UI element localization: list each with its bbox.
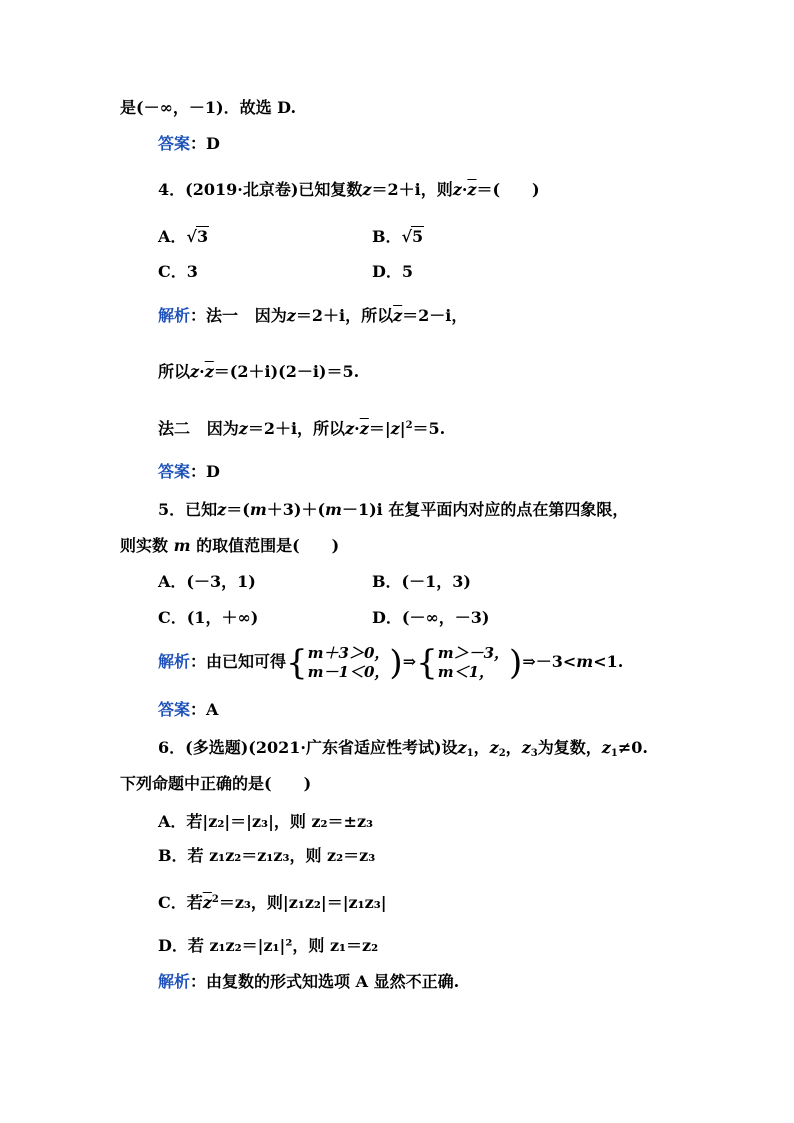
q5-text-d: －1)i 在复平面内对应的点在第四象限， — [341, 500, 629, 519]
method1-line2-text-b: ＝(2＋i)(2－i)＝5. — [213, 362, 360, 381]
option-label: A． — [158, 227, 187, 246]
inequality-system-1 — [308, 644, 390, 682]
q4-stem — [158, 180, 540, 200]
method1-text-c: ＝2－i， — [402, 306, 468, 325]
var-z: z — [345, 419, 355, 438]
q5-option-a: A．(－3，1) — [158, 572, 256, 591]
q5-answer — [158, 700, 218, 720]
q4-option-a — [158, 226, 209, 247]
q6-stem-line2: 下列命题中正确的是( ) — [120, 774, 312, 793]
system2-row1: m＞－3， — [437, 643, 510, 662]
q5-line2-text-b: 的取值范围是( ) — [196, 536, 340, 555]
q4-answer — [158, 462, 220, 482]
answer-label: 答案 — [158, 134, 191, 153]
q5-option-b: B．(－1，3) — [372, 572, 471, 591]
q6-text-a: 6．(多选题)(2021·广东省适应性考试)设 — [158, 738, 458, 757]
prev-solution-tail: 是(－∞，－1)．故选 D. — [120, 98, 297, 117]
q4-option-b — [372, 226, 424, 247]
var-z: z — [521, 738, 531, 757]
method1-label: ：法一 — [190, 306, 239, 325]
subscript: 3 — [530, 748, 538, 759]
method2-text-b: ＝2＋i，所以 — [247, 419, 346, 438]
method1-text-a: 因为 — [254, 306, 287, 325]
sqrt-symbol: √ — [401, 227, 413, 246]
q6-option-d: D．若 z₁z₂＝|z₁|²，则 z₁＝z₂ — [158, 936, 379, 955]
var-z: z — [362, 180, 372, 199]
q6-text-c: ≠0. — [617, 738, 648, 757]
var-z-conjugate: $\overline{z}$ — [393, 306, 403, 325]
answer-value: ：A — [190, 700, 219, 719]
q6-solution — [158, 972, 459, 992]
q4-solution-method1 — [158, 306, 467, 326]
var-m: m — [576, 652, 594, 671]
implies-result: ⇒－3< — [522, 652, 577, 671]
q6-option-a: A．若|z₂|＝|z₃|，则 z₂＝±z₃ — [158, 812, 374, 831]
method2-text-a: 因为 — [206, 419, 239, 438]
q6-text-b: 为复数， — [537, 738, 602, 757]
subscript: 1 — [610, 748, 618, 759]
var-z: z — [452, 180, 462, 199]
var-z: z — [457, 738, 467, 757]
system1-row2: m－1＜0， — [307, 662, 390, 681]
q4-stem-text-a: 已知复数 — [298, 180, 363, 199]
system-close: ) — [509, 642, 523, 683]
var-z: z — [390, 419, 400, 438]
q4-number: 4． — [158, 180, 186, 199]
comma: ， — [473, 738, 490, 757]
implies-arrow: ⇒ — [402, 652, 417, 671]
var-m: m — [173, 536, 191, 555]
option-label: B． — [372, 227, 402, 246]
var-m: m — [249, 500, 267, 519]
option-c-text: ＝z₃，则|z₁z₂|＝|z₁z₃| — [218, 893, 387, 912]
q5-text-b: ＝( — [226, 500, 250, 519]
q4-option-d: D．5 — [372, 262, 414, 281]
q6-stem-line1 — [158, 738, 648, 764]
q5-stem-line2 — [120, 536, 339, 556]
inequality-system-2 — [438, 644, 509, 682]
left-brace: { — [416, 642, 438, 683]
q5-option-c: C．(1，＋∞) — [158, 608, 259, 627]
result-tail: <1. — [593, 652, 624, 671]
q6-option-b: B．若 z₁z₂＝z₁z₃，则 z₂＝z₃ — [158, 846, 376, 865]
method1-line2-text-a: 所以 — [158, 362, 191, 381]
var-z: z — [217, 500, 227, 519]
q5-option-d: D．(－∞，－3) — [372, 608, 490, 627]
q4-stem-text-b: ＝2＋i，则 — [371, 180, 453, 199]
method2-text-d: | — [399, 419, 406, 438]
var-z: z — [489, 738, 499, 757]
var-z: z — [238, 419, 248, 438]
solution-text: ：由复数的形式知选项 A 显然不正确. — [190, 972, 460, 991]
var-z-conjugate: $\overline{z}$ — [202, 893, 212, 912]
solution-label: 解析 — [158, 652, 191, 671]
method2-text-c: ＝| — [368, 419, 391, 438]
sqrt-radicand: 3 — [196, 227, 209, 246]
system1-row1: m＋3＞0， — [307, 643, 390, 662]
q5-text-c: ＋3)＋( — [266, 500, 326, 519]
q5-line2-text-a: 则实数 — [120, 536, 169, 555]
q4-solution-method2 — [158, 416, 445, 439]
q6-option-c — [158, 890, 387, 913]
answer-label: 答案 — [158, 462, 191, 481]
answer-value: ：D — [190, 134, 220, 153]
var-z: z — [601, 738, 611, 757]
answer-label: 答案 — [158, 700, 191, 719]
q4-option-c: C．3 — [158, 262, 198, 281]
option-c-label: C．若 — [158, 893, 203, 912]
q4-source: (2019·北京卷) — [185, 180, 299, 199]
solution-label: 解析 — [158, 306, 191, 325]
superscript: 2 — [405, 420, 413, 431]
sqrt-symbol: √ — [186, 227, 197, 246]
solution-label: 解析 — [158, 972, 191, 991]
var-z-conjugate: $\overline{z}$ — [359, 419, 369, 438]
dot: · — [354, 419, 360, 438]
superscript: 2 — [211, 894, 219, 905]
comma: ， — [505, 738, 522, 757]
sqrt-radicand: 5 — [412, 227, 424, 246]
var-z: z — [190, 362, 200, 381]
subscript: 1 — [466, 748, 474, 759]
var-z: z — [286, 306, 296, 325]
q5-solution — [158, 642, 623, 682]
method1-text-b: ＝2＋i，所以 — [295, 306, 394, 325]
system-close: ) — [389, 642, 403, 683]
solution-text: ：由已知可得 — [190, 652, 287, 671]
var-z-conjugate: $\overline{z}$ — [204, 362, 214, 381]
subscript: 2 — [498, 748, 506, 759]
dot: · — [199, 362, 205, 381]
var-m: m — [325, 500, 342, 519]
var-z-conjugate: $\overline{z}$ — [467, 180, 477, 199]
prev-answer — [158, 134, 220, 154]
q4-solution-method1-line2 — [158, 362, 359, 382]
method2-text-e: ＝5. — [412, 419, 446, 438]
q5-text-a: 5．已知 — [158, 500, 218, 519]
answer-value: ：D — [190, 462, 220, 481]
q5-stem-line1 — [158, 500, 628, 520]
q4-stem-text-c: ＝( ) — [476, 180, 540, 199]
method2-label: 法二 — [158, 419, 191, 438]
left-brace: { — [286, 642, 308, 683]
dot: · — [461, 180, 468, 199]
system2-row2: m＜1， — [437, 662, 495, 681]
